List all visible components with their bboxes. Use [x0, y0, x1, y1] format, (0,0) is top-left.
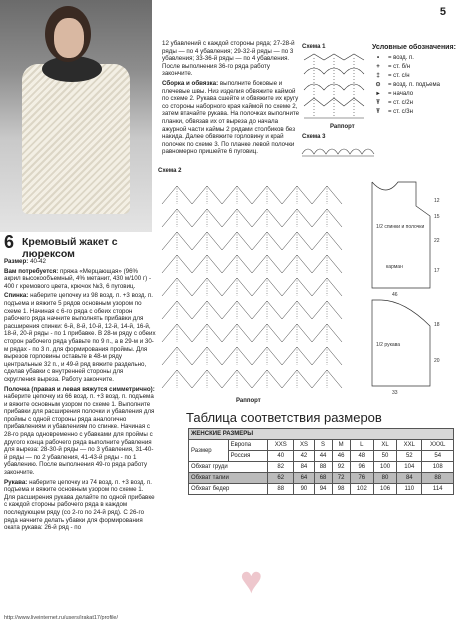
table-cell: XXS — [268, 440, 294, 451]
legend — [372, 44, 456, 117]
left-paragraph-text: наберите цепочку из 98 возд. п. +3 возд. п. подъема и вяжите 5 рядов основным узором по схеме 1. Начиная с 6-го ряда с обеих сторон рабочего ряда начните выполнять прибавки для расширения спинки: 6-й, 8-й, 10-й, 12-й, 14-й, 16-й, 18-й, 20-й ряды - по 1 прибавке. В 28-м ряду с обеих сторон рабочего ряда убавьте по 9 п., а в 29-м и 30-м рядах - по 3 п. для формирования проймы. Для вырезов горловины оставьте в 48-м ряду центральные 32 п., и 49-й ряд вяжите раздельно, сделав убавки с внутренней стороны для скругления выреза. Работу закончите. — [4, 292, 156, 383]
scheme2-rapport: Раппорт — [236, 398, 261, 404]
pattern-sleeve-label: 1/2 рукава — [376, 342, 401, 348]
table-cell: M — [332, 440, 350, 451]
footer-url: http://www.liveinternet.ru/users/irakat17/profile/ — [4, 615, 119, 621]
middle-paragraph-text: выполните боковые и плечевые швы. Низ изделия обвяжите каймой по схеме 2. Рукава сшейте и обвяжите их кругу со стороны наборного края каймой по схеме 2, затем втачайте рукава. На полочках выполните планки, обвязав их от выреза до начала ажурной части каймы 2 рядами столбиков без накида. Далее обвяжите горловину и край полочек по схеме 3. По планке левой полочки равномерно пришейте 6 пуговиц. — [162, 79, 300, 156]
scheme2-label: Схема 2 — [158, 168, 182, 174]
table-cell: 72 — [332, 473, 350, 484]
pattern-n2: 12 — [434, 198, 440, 204]
table-cell: 90 — [294, 484, 314, 495]
row-label: Обхват бедер — [189, 484, 268, 495]
table-cell: 64 — [294, 473, 314, 484]
left-paragraph-label: Вам потребуется: — [4, 267, 59, 275]
left-paragraph-label: Рукава: — [4, 478, 28, 486]
table-cell: 44 — [314, 451, 332, 462]
pattern-n11: 33 — [392, 390, 398, 396]
left-paragraph-text: пряжа «Мерцающая» (96% акрил высокообъемный, 4% метанит, 430 м/100 г) - 400 г кремового цвета, крючок №3, 6 пуговиц. — [4, 267, 152, 290]
model-photo — [0, 0, 152, 232]
instructions-left — [4, 258, 156, 534]
legend-symbol-icon: + — [376, 64, 380, 70]
legend-symbol-icon: • — [376, 55, 380, 61]
scheme1-label: Схема 1 — [302, 44, 326, 50]
table-cell: 84 — [294, 462, 314, 473]
page-title: Кремовый жакет с люрексом — [22, 236, 118, 260]
table-cell: 80 — [373, 473, 396, 484]
legend-label: = ст. б/н — [388, 64, 411, 70]
garment-pattern — [346, 176, 456, 406]
legend-label: = возд. п. — [388, 55, 414, 61]
scheme1-diagram — [300, 52, 368, 126]
size-table — [188, 428, 454, 495]
legend-item — [372, 90, 456, 99]
table-cell: L — [350, 440, 373, 451]
legend-label: = ст. с/2н — [388, 100, 413, 106]
pattern-n10: 20 — [434, 358, 440, 364]
row-label: Обхват груди — [189, 462, 268, 473]
instructions-middle — [162, 40, 300, 158]
pattern-n5: 17 — [434, 268, 440, 274]
left-paragraph — [4, 258, 156, 266]
legend-symbol-icon: ▸ — [376, 91, 380, 97]
left-paragraph-text: наберите цепочку из 66 возд. п. +3 возд. п. подъема и вяжите основным узором по схеме 1. Выполните прибавки для расширения полочки и убавления для проймы с одной стороны ряда аналогично прибавлениям и убавлениям по спинке. Начиная с 28-го ряда одновременно с убавками для проймы с другого конца рабочего ряда выполните убавления для выреза: 28-30-й ряды — по 3 убавления, 31-40-й ряды — по 2 убавления, 41-43-й ряды - по 1 убавлению. После выполнения 49-го ряда работу закончите. — [4, 393, 155, 477]
table-cell: 104 — [397, 462, 422, 473]
table-cell: XL — [373, 440, 396, 451]
table-cell: 98 — [332, 484, 350, 495]
pattern-n4: 22 — [434, 238, 440, 244]
scheme1-rapport: Раппорт — [330, 124, 355, 130]
table-cell: 62 — [268, 473, 294, 484]
pattern-n6: 46 — [392, 292, 398, 298]
table-cell: 48 — [350, 451, 373, 462]
table-cell: 92 — [332, 462, 350, 473]
table-cell: 100 — [373, 462, 396, 473]
item-number: 6 — [4, 232, 15, 252]
table-cell: 54 — [422, 451, 454, 462]
legend-symbol-icon: Ŧ — [376, 109, 380, 115]
table-cell: 82 — [268, 462, 294, 473]
scheme2-diagram — [158, 176, 346, 396]
middle-paragraph — [162, 80, 300, 156]
russia-label: Россия — [228, 451, 267, 462]
pattern-pocket-label: карман — [386, 264, 403, 270]
table-cell: 84 — [397, 473, 422, 484]
table-cell: 42 — [294, 451, 314, 462]
scheme3-label: Схема 3 — [302, 134, 326, 140]
left-paragraph-text: 40-42 — [28, 258, 46, 265]
watermark: ♥ — [240, 560, 263, 602]
table-header: ЖЕНСКИЕ РАЗМЕРЫ — [189, 429, 454, 440]
table-cell: 110 — [397, 484, 422, 495]
table-cell: 52 — [397, 451, 422, 462]
legend-item — [372, 108, 456, 117]
pattern-back-label: 1/2 спинки и полочки — [376, 224, 425, 230]
table-cell: 88 — [422, 473, 454, 484]
legend-label: = возд. п. подъема — [388, 82, 440, 88]
table-cell: 68 — [314, 473, 332, 484]
legend-label: = ст. с/н — [388, 73, 410, 79]
middle-paragraph-label: Сборка и обвязка: — [162, 79, 219, 87]
table-cell: 102 — [350, 484, 373, 495]
pattern-n3: 15 — [434, 214, 440, 220]
legend-item — [372, 81, 456, 90]
left-paragraph-label: Размер: — [4, 258, 29, 265]
table-cell: 46 — [332, 451, 350, 462]
table-cell: 76 — [350, 473, 373, 484]
legend-item — [372, 54, 456, 63]
table-cell: 50 — [373, 451, 396, 462]
legend-label: = ст. с/3н — [388, 109, 413, 115]
left-paragraph-label: Спинка: — [4, 292, 29, 300]
middle-paragraph-text: 12 убавлений с каждой стороны ряда; 27-28-й ряды — по 4 убавления; 29-32-й ряды — по 3 убавления; 33-36-й ряды — по 4 убавления. После выполнения 36-го ряда работу закончите. — [162, 40, 295, 78]
table-cell: 94 — [314, 484, 332, 495]
table-cell: 108 — [422, 462, 454, 473]
table-cell: 88 — [314, 462, 332, 473]
middle-paragraph — [162, 40, 300, 78]
europe-label: Европа — [228, 440, 267, 451]
table-cell: XS — [294, 440, 314, 451]
pattern-n8: 18 — [434, 322, 440, 328]
table-cell: 40 — [268, 451, 294, 462]
legend-symbol-icon: Ŧ — [376, 100, 380, 106]
page-number: 5 — [439, 6, 446, 18]
scheme3-diagram — [300, 140, 376, 162]
legend-symbol-icon: ⊙ — [375, 82, 381, 88]
table-cell: 114 — [422, 484, 454, 495]
legend-item — [372, 99, 456, 108]
size-table-title: Таблица соответствия размеров — [186, 410, 382, 425]
legend-label: = начало — [388, 91, 414, 97]
left-paragraph — [4, 292, 156, 383]
legend-title: Условные обозначения: — [372, 44, 456, 51]
left-paragraph-label: Полочка (правая и левая вяжутся симметрично): — [4, 385, 155, 393]
legend-item — [372, 63, 456, 72]
table-cell: XXXL — [422, 440, 454, 451]
left-paragraph — [4, 268, 156, 291]
row-label: Обхват талии — [189, 473, 268, 484]
legend-item — [372, 72, 456, 81]
table-cell: 96 — [350, 462, 373, 473]
size-label: Размер — [189, 440, 229, 462]
left-paragraph — [4, 386, 156, 477]
left-paragraph-text: наберите цепочку из 74 возд. п. +3 возд. п. подъема и вяжите основным узором по схеме 1. Для расширения рукава делайте по одной прибавке с каждой стороны рабочего ряда в каждом последующем ряду (со 2-го по 24-й ряд). С 26-го ряда начните делать убавки для формирования оката рукава: 26-й ряд - по — [4, 478, 155, 532]
left-paragraph — [4, 479, 156, 532]
table-cell: 88 — [268, 484, 294, 495]
legend-symbol-icon: ‡ — [376, 73, 380, 79]
table-cell: S — [314, 440, 332, 451]
table-cell: 106 — [373, 484, 396, 495]
table-cell: XXL — [397, 440, 422, 451]
